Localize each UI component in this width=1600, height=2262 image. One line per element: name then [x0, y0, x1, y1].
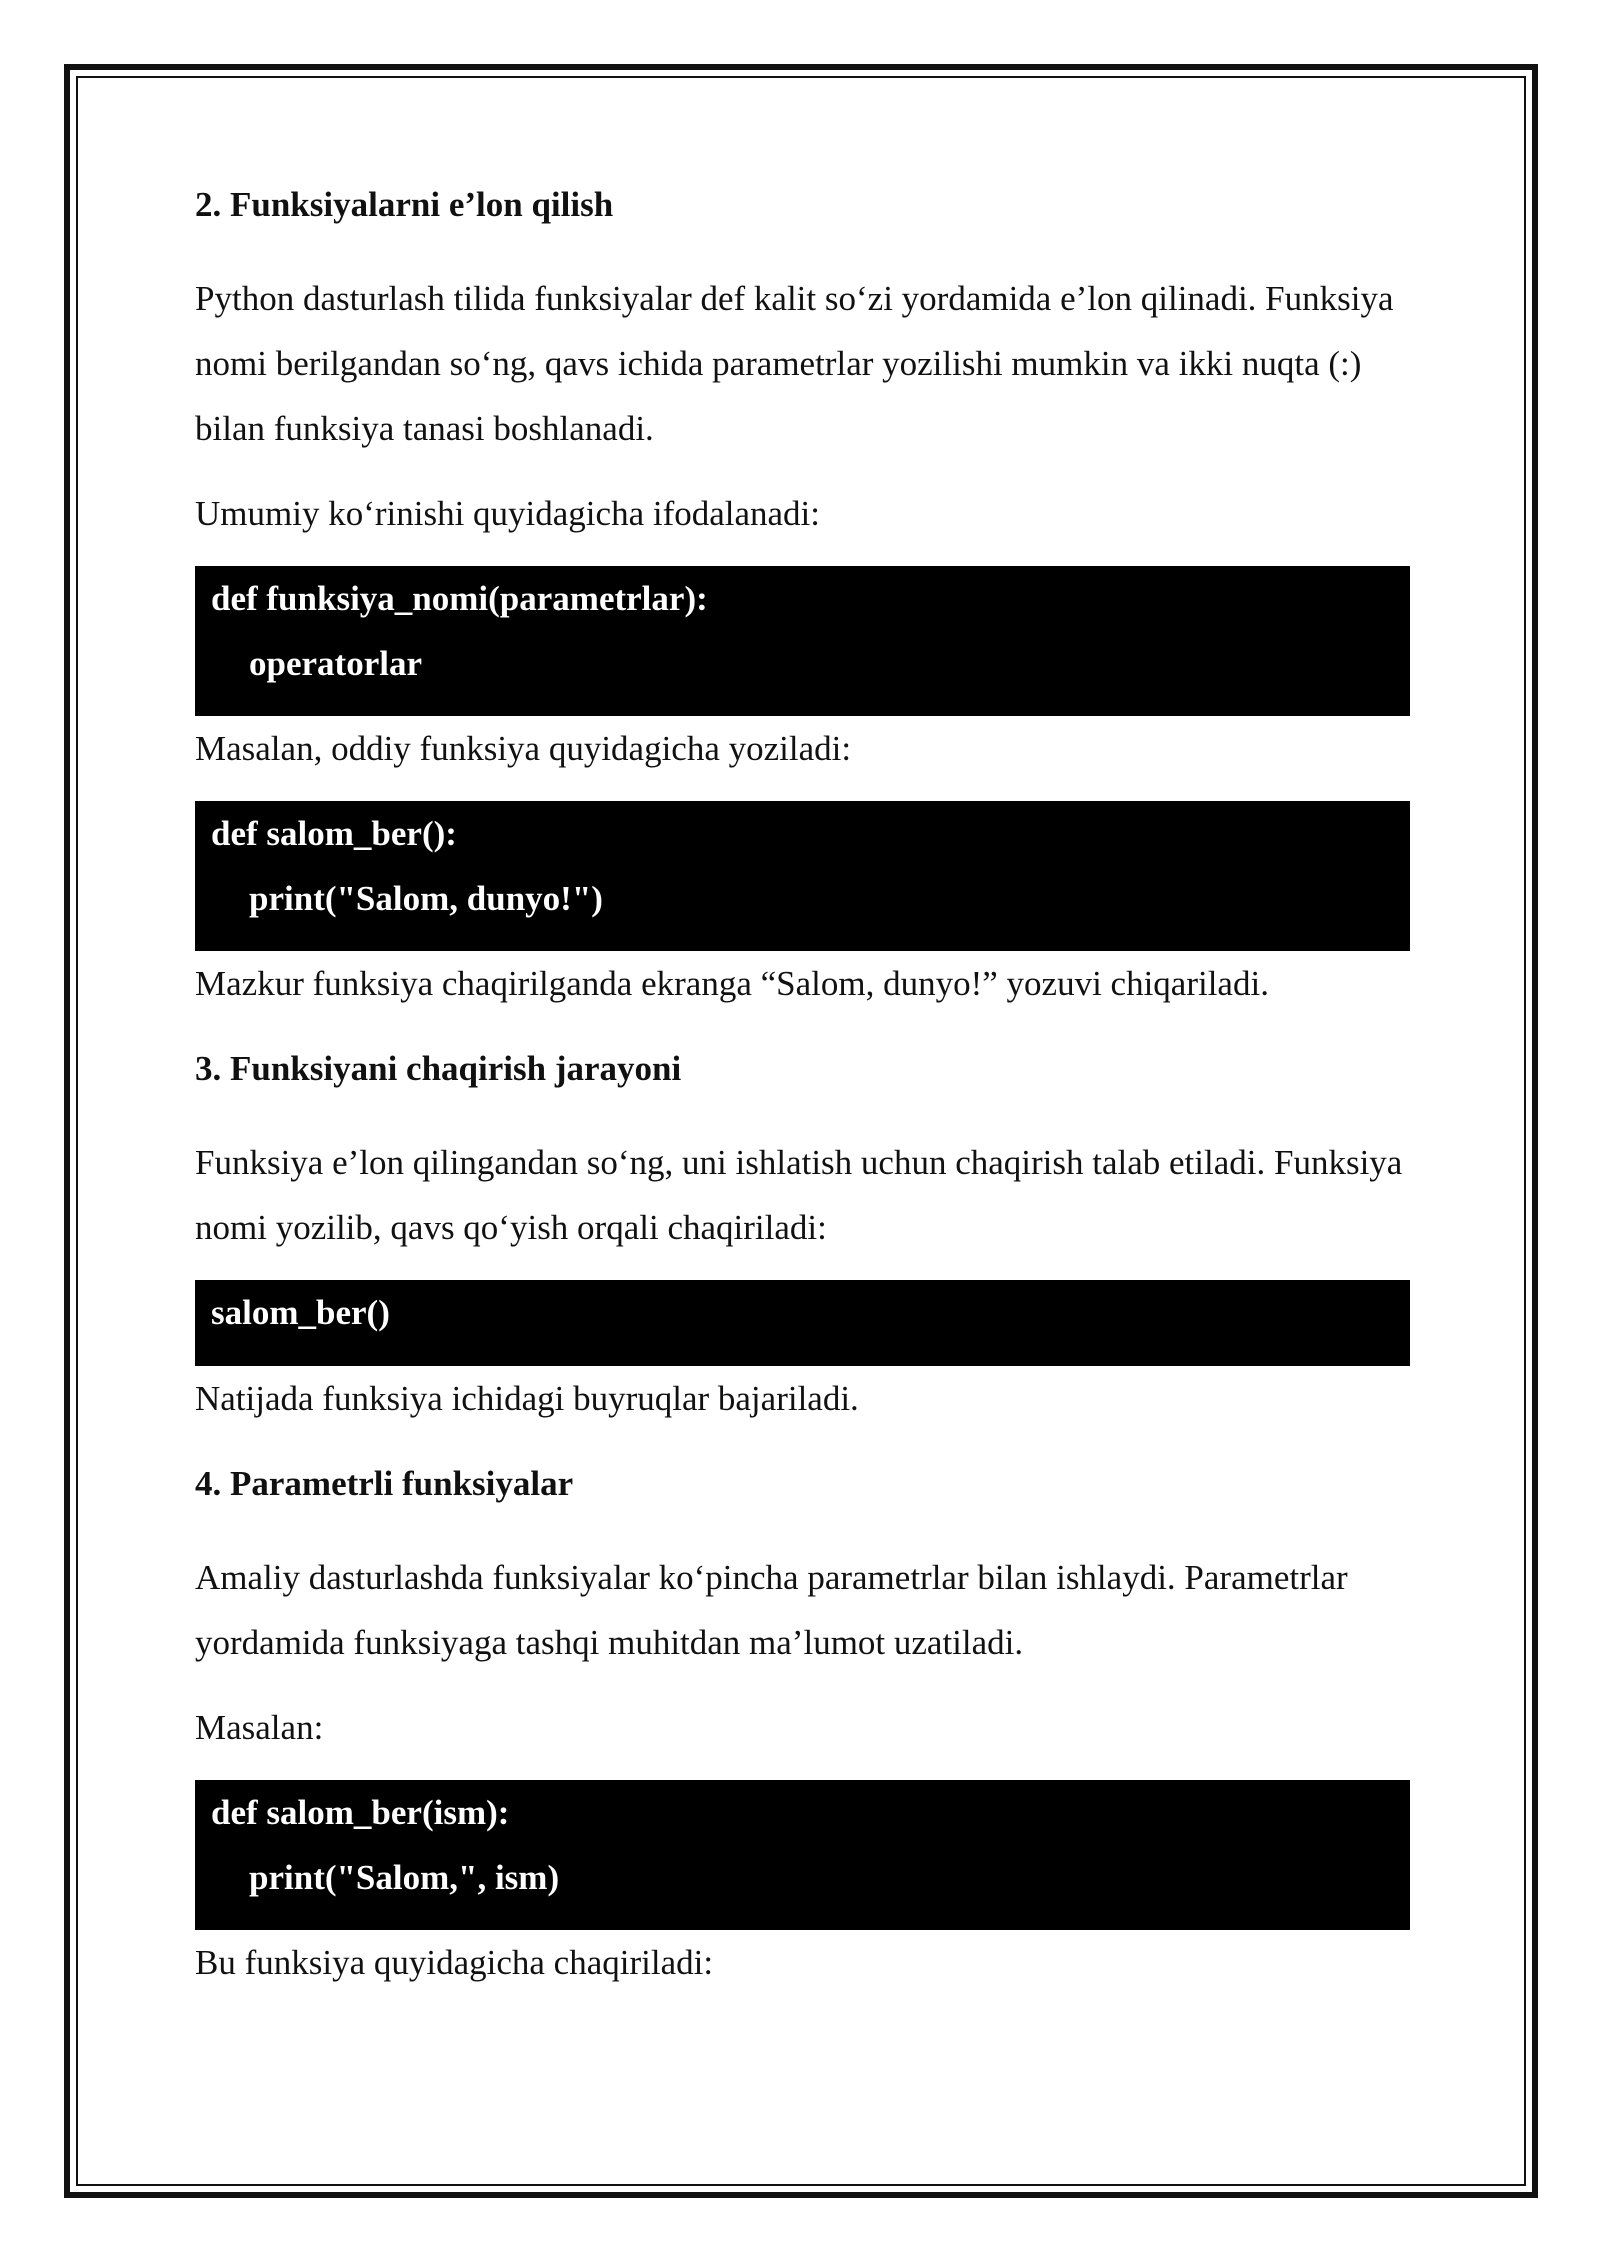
paragraph: Mazkur funksiya chaqirilganda ekranga “Salom, dunyo!” yozuvi chiqariladi. [195, 964, 1269, 1003]
paragraph: Amaliy dasturlashda funksiyalar ko‘pincha parametrlar bilan ishlaydi. Parametrlar yordamida funksiyaga tashqi muhitdan ma’lumot uzatiladi. [195, 1558, 1348, 1662]
code-block [195, 566, 1410, 716]
code-block [195, 801, 1410, 951]
paragraph: Masalan, oddiy funksiya quyidagicha yoziladi: [195, 729, 852, 768]
section-heading: 4. Parametrli funksiyalar [195, 1464, 574, 1503]
paragraph: Python dasturlash tilida funksiyalar def kalit so‘zi yordamida e’lon qilinadi. Funksiya nomi berilgandan so‘ng, qavs ichida parametrlar yozilishi mumkin va ikki nuqta (:) bilan funksiya tanasi boshlanadi. [195, 279, 1394, 448]
code-line: def salom_ber(): [211, 814, 457, 853]
paragraph: Natijada funksiya ichidagi buyruqlar bajariladi. [195, 1379, 859, 1418]
document-body [195, 180, 1410, 2015]
code-block [195, 1780, 1410, 1930]
paragraph: Masalan: [195, 1708, 324, 1747]
paragraph: Bu funksiya quyidagicha chaqiriladi: [195, 1943, 714, 1982]
paragraph: Umumiy ko‘rinishi quyidagicha ifodalanadi: [195, 494, 821, 533]
code-line: operatorlar [249, 644, 422, 683]
code-line: print("Salom, dunyo!") [249, 879, 603, 918]
section-heading: 2. Funksiyalarni e’lon qilish [195, 185, 614, 224]
section-heading: 3. Funksiyani chaqirish jarayoni [195, 1049, 682, 1088]
paragraph: Funksiya e’lon qilingandan so‘ng, uni ishlatish uchun chaqirish talab etiladi. Funksiya nomi yozilib, qavs qo‘yish orqali chaqiriladi: [195, 1143, 1403, 1247]
code-block [195, 1280, 1410, 1366]
code-line: salom_ber() [211, 1293, 390, 1332]
code-line: def funksiya_nomi(parametrlar): [211, 579, 708, 618]
code-line: def salom_ber(ism): [211, 1793, 510, 1832]
code-line: print("Salom,", ism) [249, 1858, 560, 1897]
